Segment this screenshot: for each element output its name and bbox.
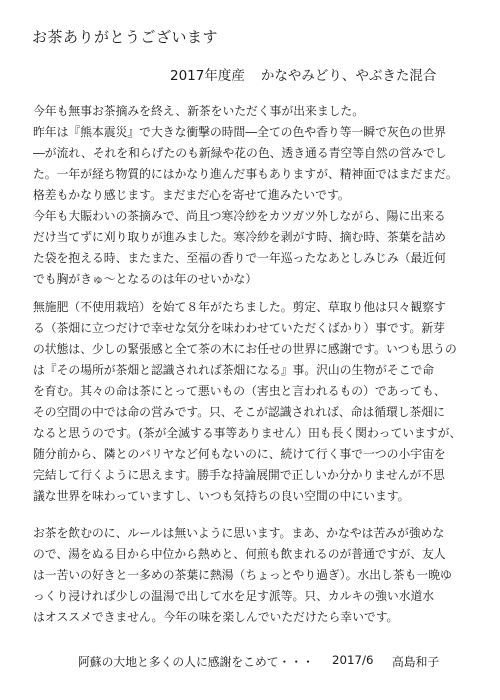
paragraph-line: 無施肥（不使用栽培）を始て８年がたちました。剪定、草取り他は只々観察す bbox=[33, 300, 446, 314]
signature-name: 高島和子 bbox=[392, 655, 440, 669]
paragraph-line: ので、湯をぬる目から中位から熱めと、何煎も飲まれるのが普通ですが、友人 bbox=[33, 547, 446, 561]
paragraph-line: は『その場所が茶畑と認識されれば茶畑になる』事。沢山の生物がそこで命 bbox=[33, 363, 435, 377]
paragraph-line: 今年も大賑わいの茶摘みで、尚且つ寒冷紗をカツガツ外しながら、陽に出来る bbox=[33, 209, 446, 223]
letter-title: お茶ありがとうございます bbox=[32, 28, 219, 46]
paragraph-line: 今年も無事お茶摘みを終え、新茶をいただく事が出来ました。 bbox=[33, 104, 365, 118]
paragraph-line: ―が流れ、それを和らげたのも新緑や花の色、透き通る青空等自然の営みでし bbox=[33, 146, 447, 160]
paragraph-line: その空間の中では命の営みです。只、そこが認識されれば、命は循環し茶畑に bbox=[33, 405, 445, 419]
paragraph-cultivation bbox=[33, 297, 469, 507]
tea-varieties: かなやみどり、やぶきた混合 bbox=[260, 68, 437, 84]
paragraph-line: 格差もかなり感じます。まだまだ心を寄せて進みたいです。 bbox=[33, 188, 350, 202]
paragraph-line: お茶を飲むのに、ルールは無いように思います。まあ、かなやは苦みが強めな bbox=[33, 526, 445, 540]
paragraph-line: っくり浸ければ少しの温湯で出して水を足す派等。只、カルキの強い水道水 bbox=[33, 589, 435, 603]
paragraph-line: る（茶畑に立つだけで幸せな気分を味わわせていただくばかり）事です。新芽 bbox=[33, 321, 445, 335]
paragraph-line: 随分前から、隣とのバリヤなど何もないのに、続けて行く事で一つの小宇宙を bbox=[33, 447, 446, 461]
paragraph-brewing bbox=[33, 523, 469, 628]
paragraph-line: は一苦いの好きと一多めの茶葉に熱湯（ちょっとやり過ぎ）。水出し茶も一晩ゆ bbox=[33, 568, 452, 582]
paragraph-line: た。一年が経ち物質的にはかなり進んだ事もありますが、精神面ではまだまだ。 bbox=[33, 167, 458, 181]
paragraph-line: 完結して行くように思えます。勝手な持論展開で正しいか分かりませんが不思 bbox=[33, 468, 445, 482]
paragraph-line: を育む。其々の命は茶にとって悪いもの（害虫と言われるもの）であっても、 bbox=[33, 384, 446, 398]
paragraph-line: なると思うのです。(茶が全滅する事等ありません）田も長く関わっていますが、 bbox=[33, 426, 462, 440]
paragraph-line: 議な世界を味わっていますし、いつも気持ちの良い空間の中にいます。 bbox=[33, 489, 410, 503]
closing-line: 阿蘇の大地と多くの人に感謝をこめて・・・ bbox=[78, 655, 314, 669]
paragraph-line: た袋を抱える時、またまた、至福の香りで一年巡ったなあとしみじみ（最近何 bbox=[33, 251, 446, 265]
paragraph-harvest bbox=[33, 101, 469, 290]
paragraph-line: でも胸がきゅ～となるのは年のせいかな） bbox=[33, 272, 258, 286]
paragraph-line: はオススメできません。今年の味を楽しんでいただけたら幸いです。 bbox=[33, 610, 399, 624]
letter-date: 2017/6 bbox=[332, 653, 374, 667]
paragraph-line: だけ当てずに刈り取りが進みました。寒冷紗を剥がす時、摘む時、茶葉を詰め bbox=[33, 230, 446, 244]
paragraph-line: の状態は、少しの緊張感と全て茶の木にお任せの世界に感謝です。いつも思うの bbox=[33, 342, 457, 356]
paragraph-line: 昨年は『熊本震災』で大きな衝撃の時間―全ての色や香り等一瞬で灰色の世界 bbox=[33, 125, 446, 139]
letter-subtitle bbox=[170, 64, 436, 84]
production-year: 2017年度産 bbox=[170, 68, 245, 84]
